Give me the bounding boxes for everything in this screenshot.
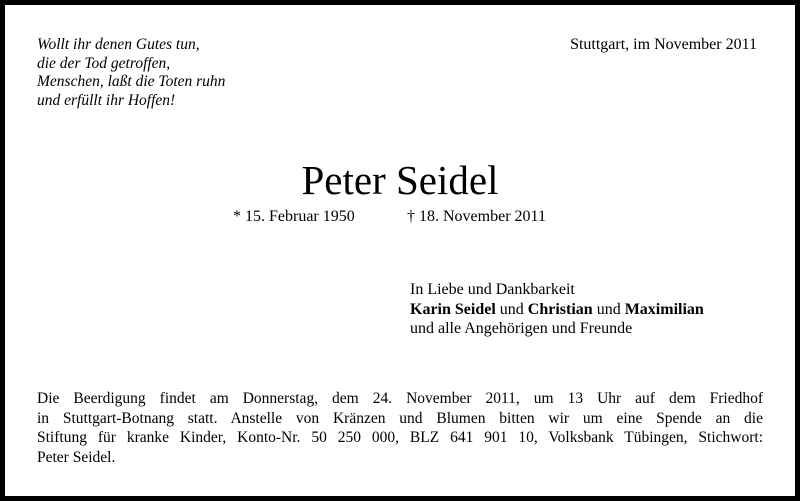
deceased-name: Peter Seidel	[301, 157, 499, 203]
funeral-line: Stiftung für kranke Kinder, Konto-Nr. 50 250 000, BLZ 641 901 10, Volksbank Tübingen, Stichwort:	[37, 429, 763, 446]
funeral-line: Die Beerdigung findet am Donnerstag, dem 24. November 2011, um 13 Uhr auf dem Friedhof	[37, 390, 763, 407]
family-names	[410, 300, 704, 320]
family-name-karin: Karin Seidel	[410, 300, 496, 318]
family-name-maximilian: Maximilian	[624, 300, 704, 318]
funeral-line: Peter Seidel.	[37, 448, 116, 466]
conjunction: und	[495, 300, 528, 318]
funeral-details	[37, 389, 763, 467]
poem-line: die der Tod getroffen,	[37, 54, 171, 72]
conjunction: und	[592, 300, 625, 318]
mourners-others: und alle Angehörigen und Freunde	[410, 320, 633, 337]
death-date: † 18. November 2011	[407, 208, 546, 225]
mourners-block	[410, 280, 704, 339]
birth-date: * 15. Februar 1950	[233, 208, 355, 225]
mourners-intro: In Liebe und Dankbarkeit	[410, 281, 575, 298]
family-name-christian: Christian	[527, 300, 593, 318]
poem-line: Wollt ihr denen Gutes tun,	[37, 36, 200, 53]
funeral-line: in Stuttgart-Botnang statt. Anstelle von Kränzen und Blumen bitten wir um eine Spende an die	[37, 409, 763, 427]
memorial-poem	[37, 36, 225, 110]
poem-line: Menschen, laßt die Toten ruhn	[37, 73, 226, 90]
place-and-date: Stuttgart, im November 2011	[570, 36, 757, 53]
poem-line: und erfüllt ihr Hoffen!	[37, 91, 176, 109]
